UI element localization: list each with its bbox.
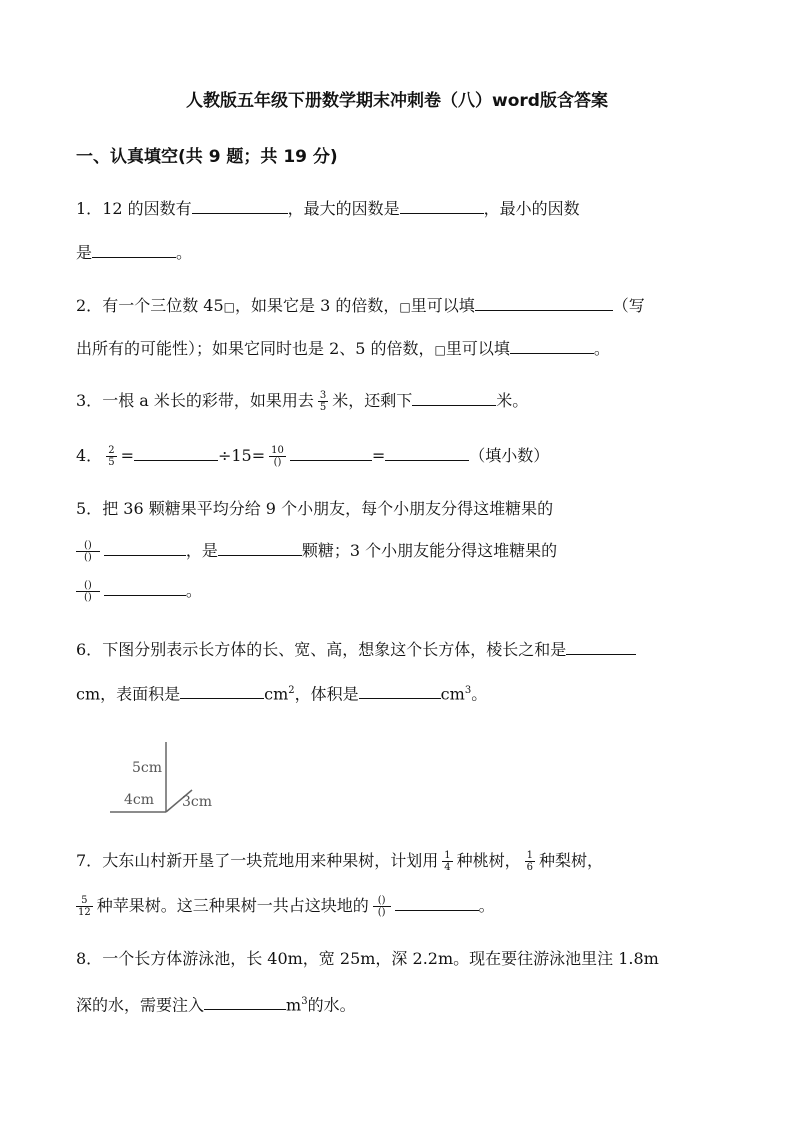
- question-3: [76, 388, 528, 413]
- superscript: 3: [464, 685, 472, 696]
- question-text: 。: [471, 684, 488, 704]
- question-text: （写: [612, 296, 645, 315]
- question-text: ，如果它是 3 的倍数，: [234, 296, 400, 315]
- box-symbol: □: [399, 300, 411, 314]
- answer-blank[interactable]: [218, 538, 302, 556]
- question-text: 大东山村新开垦了一块荒地用来种果树，计划用: [102, 851, 439, 870]
- answer-blank[interactable]: [104, 578, 186, 596]
- answer-blank[interactable]: [412, 388, 496, 406]
- fraction: $\frac{()}{()}$: [373, 895, 391, 918]
- question-5-line-2: [72, 538, 557, 563]
- question-text: 下图分别表示长方体的长、宽、高，想象这个长方体，棱长之和是: [102, 640, 567, 659]
- question-6-line-2: [76, 680, 487, 705]
- superscript: 2: [288, 685, 295, 696]
- question-text: 种桃树，: [456, 851, 521, 870]
- answer-blank[interactable]: [290, 443, 372, 461]
- answer-blank[interactable]: [104, 538, 186, 556]
- question-text: =: [371, 446, 386, 465]
- question-text: 一个长方体游泳池，长 40m，宽 25m，深 2.2m。现在要往游泳池里注 1.8m: [102, 949, 659, 968]
- answer-blank[interactable]: [395, 893, 479, 911]
- question-5-line-3: [72, 578, 202, 603]
- length-label: 4cm: [124, 792, 155, 808]
- fraction: $\frac{1}{6}$: [526, 850, 533, 873]
- question-text: 里可以填: [445, 339, 510, 358]
- question-text: 。: [593, 339, 610, 358]
- question-number: 8．: [76, 949, 103, 968]
- question-text: 颗糖；3 个小朋友能分得这堆糖果的: [301, 541, 558, 560]
- question-5-line-1: [76, 498, 553, 520]
- answer-blank[interactable]: [134, 443, 218, 461]
- question-text: 米。: [496, 391, 529, 410]
- question-number: 7．: [76, 851, 103, 870]
- question-text: 。: [176, 243, 193, 262]
- width-label: 3cm: [182, 794, 213, 810]
- box-symbol: □: [223, 300, 235, 314]
- question-6-line-1: [76, 637, 636, 661]
- question-number: 3．: [76, 391, 103, 410]
- question-7-line-1: [76, 850, 603, 873]
- question-text: ，最大的因数是: [287, 199, 400, 218]
- question-text: 有一个三位数 45: [102, 296, 224, 315]
- question-8-line-1: [76, 948, 659, 970]
- question-number: 2．: [76, 296, 103, 315]
- answer-blank[interactable]: [475, 293, 613, 311]
- question-text: 把 36 颗糖果平均分给 9 个小朋友，每个小朋友分得这堆糖果的: [102, 499, 554, 518]
- page-title: 人教版五年级下册数学期末冲刺卷（八）word版含答案: [186, 91, 608, 111]
- question-text: 种苹果树。这三种果树一共占这块地的: [96, 896, 369, 915]
- question-2-line-2: [76, 336, 610, 361]
- question-number: 6．: [76, 640, 103, 659]
- fraction: $\frac{10}{()}$: [271, 445, 284, 468]
- question-text: ，体积是: [294, 684, 359, 704]
- question-7-line-2: [72, 893, 495, 918]
- fraction: $\frac{1}{4}$: [444, 850, 451, 873]
- question-text: ，是: [185, 541, 218, 560]
- question-text: cm，表面积是: [76, 684, 181, 704]
- answer-blank[interactable]: [192, 196, 288, 214]
- question-text: =: [120, 446, 134, 465]
- answer-blank[interactable]: [510, 336, 594, 354]
- question-text: ，最小的因数: [483, 199, 580, 218]
- question-text: cm: [440, 684, 465, 704]
- question-text: 深的水，需要注入: [76, 995, 205, 1015]
- question-number: 4．: [76, 446, 103, 465]
- question-text: 一根 a 米长的彩带，如果用去: [102, 391, 314, 410]
- superscript: 3: [301, 996, 308, 1007]
- question-text: 出所有的可能性）；如果它同时也是 2、5 的倍数，: [76, 339, 435, 358]
- answer-blank[interactable]: [180, 681, 264, 699]
- question-text: （填小数）: [469, 446, 550, 465]
- answer-blank[interactable]: [385, 443, 469, 461]
- question-text: 米，还剩下: [332, 391, 413, 410]
- question-text: m: [286, 995, 302, 1015]
- answer-blank[interactable]: [359, 681, 441, 699]
- question-text: 是: [76, 243, 93, 262]
- box-symbol: □: [434, 343, 446, 357]
- question-text: 。: [185, 581, 202, 600]
- question-4: [76, 443, 549, 468]
- question-text: cm: [264, 684, 289, 704]
- answer-blank[interactable]: [566, 637, 636, 655]
- question-text: 的水。: [307, 995, 356, 1015]
- question-8-line-2: [76, 991, 356, 1016]
- question-2-line-1: [76, 293, 645, 318]
- question-text: 里可以填: [410, 296, 475, 315]
- fraction: $\frac{3}{5}$: [319, 390, 327, 413]
- fraction: $\frac{()}{()}$: [76, 540, 100, 563]
- question-text: 12 的因数有: [102, 199, 192, 218]
- question-text: 种梨树，: [538, 851, 603, 870]
- fraction: $\frac{()}{()}$: [76, 580, 100, 603]
- question-1-line-2: [76, 240, 192, 264]
- cuboid-dimension-figure: [108, 738, 228, 818]
- answer-blank[interactable]: [92, 240, 176, 258]
- fraction: $\frac{2}{5}$: [108, 445, 115, 468]
- question-number: 1．: [76, 199, 103, 218]
- answer-blank[interactable]: [204, 992, 286, 1010]
- height-label: 5cm: [132, 760, 163, 776]
- question-1-line-1: [76, 196, 580, 220]
- question-text: 。: [478, 896, 495, 915]
- answer-blank[interactable]: [400, 196, 484, 214]
- fraction: $\frac{5}{12}$: [78, 895, 91, 918]
- question-number: 5．: [76, 499, 103, 518]
- section-heading: 一、认真填空(共 9 题；共 19 分): [76, 147, 338, 167]
- question-text: ÷15=: [217, 446, 266, 465]
